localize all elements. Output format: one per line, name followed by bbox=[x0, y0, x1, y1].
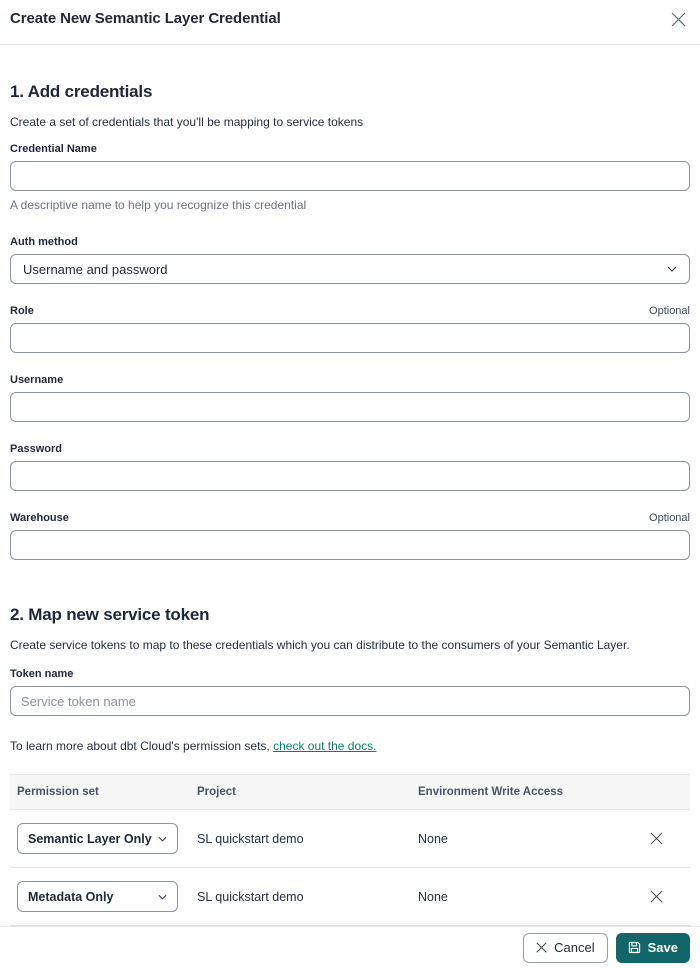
credential-name-input[interactable] bbox=[10, 161, 690, 191]
role-input[interactable] bbox=[10, 323, 690, 353]
username-label: Username bbox=[10, 374, 64, 386]
project-cell: SL quickstart demo bbox=[197, 831, 304, 846]
cancel-button[interactable] bbox=[523, 933, 607, 963]
table-row bbox=[10, 810, 690, 868]
environment-write-access-cell: None bbox=[418, 831, 448, 846]
chevron-down-icon bbox=[667, 266, 677, 272]
credential-name-field-group bbox=[10, 143, 690, 212]
column-header-permission-set: Permission set bbox=[17, 786, 99, 798]
auth-method-label: Auth method bbox=[10, 236, 78, 248]
token-section-heading: 2. Map new service token bbox=[10, 605, 210, 624]
remove-permission-button[interactable] bbox=[646, 886, 667, 907]
role-label: Role bbox=[10, 305, 34, 317]
permissions-table-header bbox=[10, 774, 690, 810]
chevron-down-icon bbox=[158, 836, 167, 842]
column-header-project: Project bbox=[197, 786, 236, 798]
close-icon bbox=[671, 12, 686, 27]
docs-link[interactable]: check out the docs. bbox=[273, 739, 377, 753]
password-label: Password bbox=[10, 443, 62, 455]
project-cell: SL quickstart demo bbox=[197, 889, 304, 904]
modal-header bbox=[0, 0, 700, 45]
save-button[interactable] bbox=[616, 933, 690, 963]
chevron-down-icon bbox=[158, 894, 167, 900]
save-icon bbox=[628, 941, 641, 954]
credentials-section-description: Create a set of credentials that you'll be mapping to service tokens bbox=[10, 115, 364, 129]
role-optional-badge: Optional bbox=[649, 305, 690, 317]
credential-name-help: A descriptive name to help you recognize this credential bbox=[10, 198, 307, 212]
table-row bbox=[10, 868, 690, 926]
environment-write-access-cell: None bbox=[418, 889, 448, 904]
credentials-section-heading: 1. Add credentials bbox=[10, 82, 153, 101]
password-field-group bbox=[10, 443, 690, 491]
remove-icon bbox=[650, 890, 663, 903]
username-input[interactable] bbox=[10, 392, 690, 422]
token-name-label: Token name bbox=[10, 668, 74, 680]
warehouse-input[interactable] bbox=[10, 530, 690, 560]
permission-set-selected-value: Semantic Layer Only bbox=[28, 831, 152, 846]
docs-text: To learn more about dbt Cloud's permission sets, bbox=[10, 739, 274, 753]
permission-set-select[interactable] bbox=[17, 823, 178, 854]
close-button[interactable] bbox=[667, 8, 690, 31]
permission-set-selected-value: Metadata Only bbox=[28, 889, 114, 904]
remove-permission-button[interactable] bbox=[646, 828, 667, 849]
cancel-x-icon bbox=[536, 942, 547, 953]
username-field-group bbox=[10, 374, 690, 422]
role-field-group bbox=[10, 305, 690, 353]
modal-footer bbox=[0, 926, 700, 968]
docs-line bbox=[10, 739, 690, 753]
column-header-environment-write-access: Environment Write Access bbox=[418, 786, 564, 798]
warehouse-field-group bbox=[10, 512, 690, 560]
password-input[interactable] bbox=[10, 461, 690, 491]
warehouse-label: Warehouse bbox=[10, 512, 69, 524]
auth-method-select[interactable] bbox=[10, 254, 690, 284]
token-name-field-group bbox=[10, 668, 690, 716]
modal-body bbox=[0, 82, 700, 962]
token-name-input[interactable] bbox=[10, 686, 690, 716]
permissions-table bbox=[10, 774, 690, 926]
cancel-button-label: Cancel bbox=[554, 940, 595, 955]
credential-name-label: Credential Name bbox=[10, 143, 97, 155]
permission-set-select[interactable] bbox=[17, 881, 178, 912]
save-button-label: Save bbox=[647, 940, 678, 955]
token-section-description: Create service tokens to map to these credentials which you can distribute to the consumers of your Semantic Layer. bbox=[10, 638, 630, 652]
warehouse-optional-badge: Optional bbox=[649, 512, 690, 524]
modal-title: Create New Semantic Layer Credential bbox=[10, 10, 281, 27]
auth-method-selected-value: Username and password bbox=[23, 261, 168, 277]
auth-method-field-group bbox=[10, 236, 690, 284]
remove-icon bbox=[650, 832, 663, 845]
